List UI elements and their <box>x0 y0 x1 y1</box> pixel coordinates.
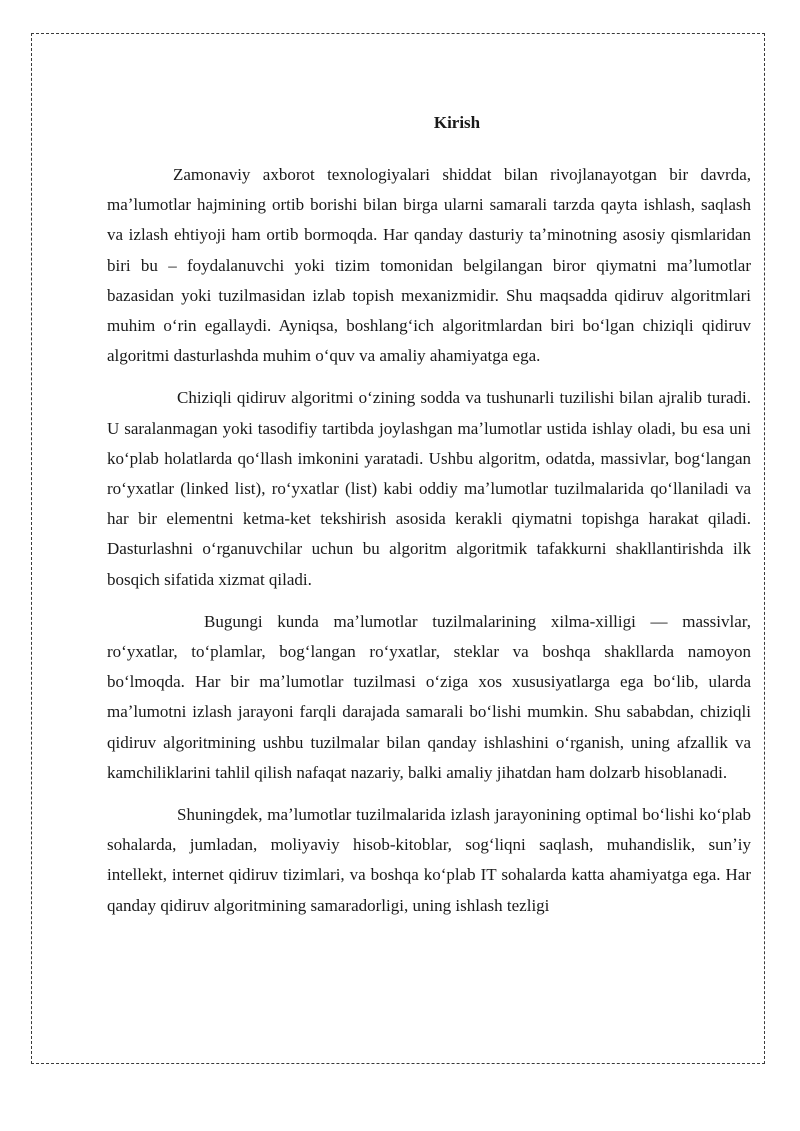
paragraph-2: Chiziqli qidiruv algoritmi oʻzining sodda va tushunarli tuzilishi bilan ajralib turadi. U saralanmagan yoki tasodifiy tartibda joylashgan maʼlumotlar ustida ishlay oladi, bu esa uni koʻplab holatlarda qoʻllash imkonini yaratadi. Ushbu algoritm, odatda, massivlar, bogʻlangan roʻyxatlar (linked list), roʻyxatlar (list) kabi oddiy maʼlumotlar tuzilmalarida qoʻllaniladi va har bir elementni ketma-ket tekshirish asosida kerakli qiymatni topishga harakat qiladi. Dasturlashni oʻrganuvchilar uchun bu algoritm algoritmik tafakkurni shakllantirishda ilk bosqich sifatida xizmat qiladi. <box>107 388 751 589</box>
document-body <box>107 112 751 933</box>
section-title: Kirish <box>433 113 481 132</box>
paragraph-3: Bugungi kunda maʼlumotlar tuzilmalarining xilma-xilligi — massivlar, roʻyxatlar, toʻplamlar, bogʻlangan roʻyxatlar, steklar va boshqa shakllarda namoyon boʻlmoqda. Har bir maʼlumotlar tuzilmasi oʻziga xos xususiyatlarga ega boʻlib, ularda maʼlumotni izlash jarayoni farqli darajada samarali boʻlishi mumkin. Shu sababdan, chiziqli qidiruv algoritmining ushbu tuzilmalar bilan qanday ishlashini oʻrganish, uning afzallik va kamchiliklarini tahlil qilish nafaqat nazariy, balki amaliy jihatdan ham dolzarb hisoblanadi. <box>107 611 751 782</box>
paragraph-1: Zamonaviy axborot texnologiyalari shiddat bilan rivojlanayotgan bir davrda, maʼlumotlar hajmining ortib borishi bilan birga ularni samarali tarzda qayta ishlash, saqlash va izlash ehtiyoji ham ortib bormoqda. Har qanday dasturiy taʼminotning asosiy qismlaridan biri bu – foydalanuvchi yoki tizim tomonidan belgilangan biror qiymatni maʼlumotlar bazasidan yoki tuzilmasidan izlab topish mexanizmidir. Shu maqsadda qidiruv algoritmlari muhim oʻrin egallaydi. Ayniqsa, boshlangʻich algoritmlardan biri boʻlgan chiziqli qidiruv algoritmi dasturlashda muhim oʻquv va amaliy ahamiyatga ega. <box>107 165 751 366</box>
paragraph-4: Shuningdek, maʼlumotlar tuzilmalarida izlash jarayonining optimal boʻlishi koʻplab sohalarda, jumladan, moliyaviy hisob-kitoblar, sogʻliqni saqlash, muhandislik, sunʼiy intellekt, internet qidiruv tizimlari, va boshqa koʻplab IT sohalarda katta ahamiyatga ega. Har qanday qidiruv algoritmining samaradorligi, uning ishlash tezligi <box>107 805 751 915</box>
